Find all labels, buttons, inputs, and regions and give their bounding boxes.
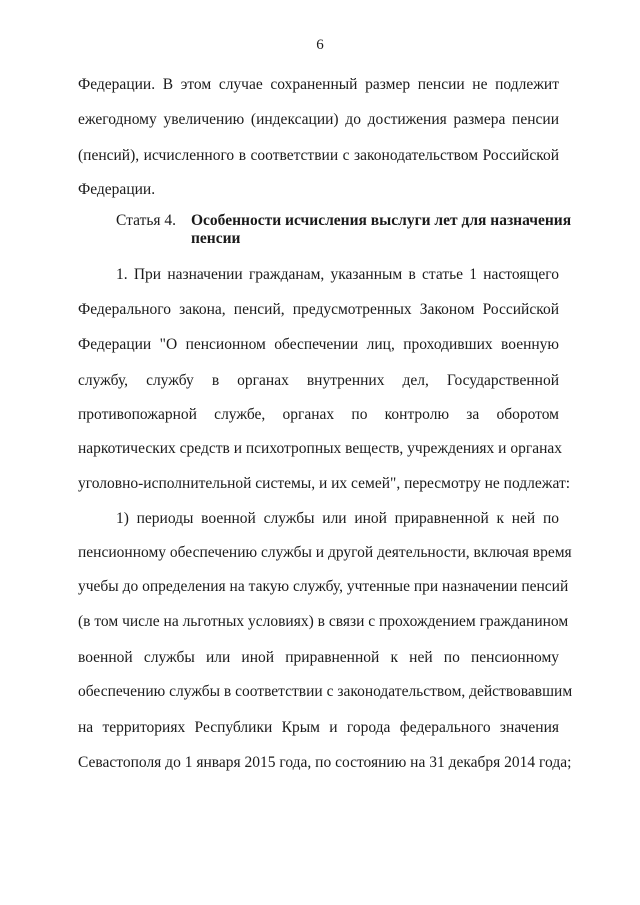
- page-number: 6: [316, 37, 324, 53]
- intro-line: (пенсий), исчисленного в соответствии с законодательством Российской: [78, 147, 559, 164]
- article-label: Статья 4.: [116, 212, 177, 229]
- intro-line: ежегодному увеличению (индексации) до достижения размера пенсии: [78, 111, 559, 128]
- paragraph-2-line: на территориях Республики Крым и города федерального значения: [78, 719, 559, 736]
- paragraph-2-line: 1) периоды военной службы или иной приравненной к ней по: [116, 510, 559, 527]
- paragraph-2-line: обеспечению службы в соответствии с законодательством, действовавшим: [78, 683, 573, 700]
- paragraph-1-line: уголовно-исполнительной системы, и их семей", пересмотру не подлежат:: [78, 475, 571, 492]
- paragraph-2-line: (в том числе на льготных условиях) в связи с прохождением гражданином: [78, 613, 569, 630]
- paragraph-1-line: 1. При назначении гражданам, указанным в статье 1 настоящего: [116, 266, 559, 283]
- paragraph-2-line: учебы до определения на такую службу, учтенные при назначении пенсий: [78, 578, 569, 595]
- article-title-line: Особенности исчисления выслуги лет для назначения: [191, 212, 572, 229]
- intro-line: Федерации. В этом случае сохраненный размер пенсии не подлежит: [78, 76, 559, 93]
- paragraph-2-line: Севастополя до 1 января 2015 года, по состоянию на 31 декабря 2014 года;: [78, 754, 572, 771]
- paragraph-1-line: наркотических средств и психотропных веществ, учреждениях и органах: [78, 440, 563, 457]
- article-title-line: пенсии: [191, 230, 241, 247]
- paragraph-1-line: службу, службу в органах внутренних дел, Государственной: [78, 372, 559, 389]
- paragraph-2-line: военной службы или иной приравненной к ней по пенсионному: [78, 649, 559, 666]
- intro-line: Федерации.: [78, 181, 156, 198]
- paragraph-1-line: Федерального закона, пенсий, предусмотренных Законом Российской: [78, 301, 559, 318]
- paragraph-2-line: пенсионному обеспечению службы и другой деятельности, включая время: [78, 544, 572, 561]
- paragraph-1-line: Федерации "О пенсионном обеспечении лиц, проходивших военную: [78, 336, 559, 353]
- paragraph-1-line: противопожарной службе, органах по контролю за оборотом: [78, 406, 559, 423]
